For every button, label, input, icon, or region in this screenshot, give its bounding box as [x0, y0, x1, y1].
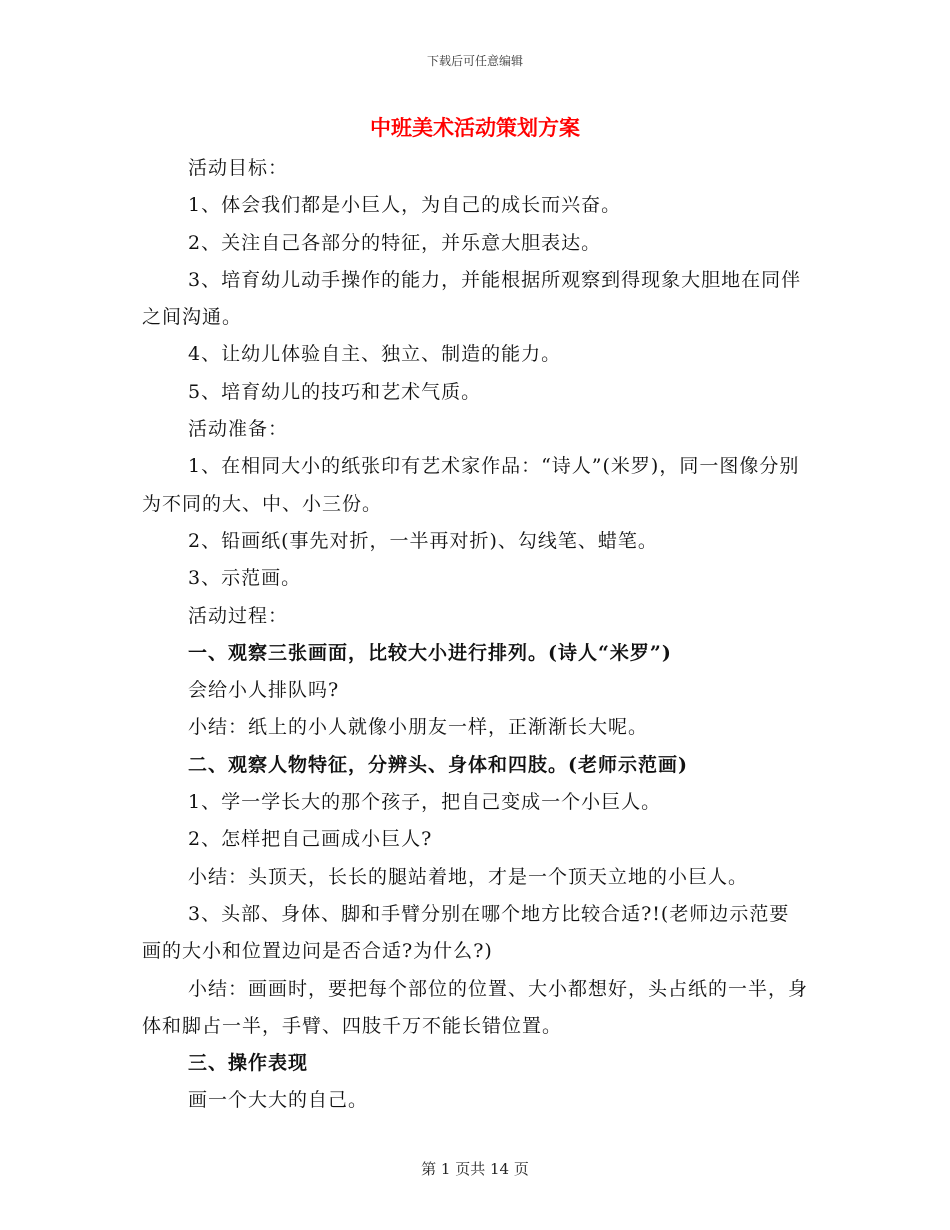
paragraph: 小结：画画时，要把每个部位的位置、大小都想好，头占纸的一半，身体和脚占一半，手臂、四肢千万不能长错位置。	[142, 977, 809, 1037]
paragraph: 3、头部、身体、脚和手臂分别在哪个地方比较合适?!(老师边示范要画的大小和位置边问是否合适?为什么?)	[142, 902, 790, 963]
paragraph: 5、培育幼儿的技巧和艺术气质。	[188, 380, 482, 403]
document-body	[142, 150, 808, 1120]
paragraph: 会给小人排队吗?	[188, 679, 340, 702]
paragraph: 小结：头顶天，长长的腿站着地，才是一个顶天立地的小巨人。	[188, 865, 749, 888]
paragraph: 2、关注自己各部分的特征，并乐意大胆表达。	[188, 231, 602, 254]
paragraph: 画一个大大的自己。	[188, 1089, 369, 1112]
paragraph: 3、示范画。	[188, 567, 302, 590]
paragraph: 2、铅画纸(事先对折，一半再对折)、勾线笔、蜡笔。	[188, 529, 658, 552]
section-heading: 三、操作表现	[188, 1052, 309, 1075]
section-label: 活动准备：	[188, 418, 289, 441]
section-heading: 一、观察三张画面，比较大小进行排列。(诗人“米罗”)	[188, 641, 672, 664]
paragraph: 4、让幼儿体验自主、独立、制造的能力。	[188, 343, 562, 366]
paragraph: 1、在相同大小的纸张印有艺术家作品：“诗人”(米罗)，同一图像分别为不同的大、中、小三份。	[142, 455, 800, 515]
paragraph: 3、培育幼儿动手操作的能力，并能根据所观察到得现象大胆地在同伴之间沟通。	[142, 268, 802, 329]
paragraph: 1、学一学长大的那个孩子，把自己变成一个小巨人。	[188, 791, 662, 814]
document-title: 中班美术活动策划方案	[370, 115, 580, 140]
page-header-note: 下载后可任意编辑	[426, 54, 523, 68]
paragraph: 2、怎样把自己画成小巨人?	[188, 828, 433, 851]
section-label: 活动过程：	[188, 604, 289, 627]
section-heading: 二、观察人物特征，分辨头、身体和四肢。(老师示范画)	[188, 753, 688, 776]
page-number-footer: 第 1 页共 14 页	[421, 1160, 529, 1178]
paragraph: 1、体会我们都是小巨人，为自己的成长而兴奋。	[188, 194, 622, 217]
paragraph: 小结：纸上的小人就像小朋友一样，正渐渐长大呢。	[188, 716, 649, 739]
paragraph: 活动目标：	[188, 157, 289, 179]
